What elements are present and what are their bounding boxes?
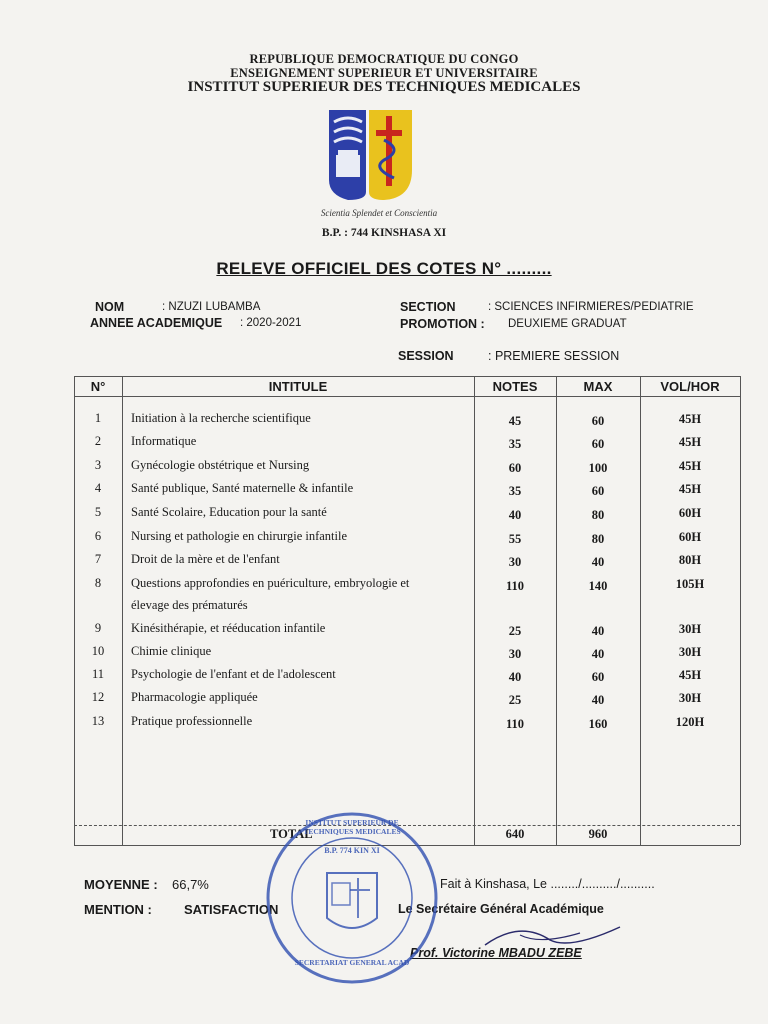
row-intitule: Questions approfondies en puériculture, embryologie et [131,576,410,590]
row-max: 40 [591,647,605,661]
row-max: 60 [591,437,605,451]
moyenne-label: MOYENNE : [84,877,158,892]
row-volhor: 45H [678,435,702,449]
row-number: 10 [91,644,105,658]
row-max: 140 [588,579,608,593]
col-header-max: MAX [583,379,613,394]
row-intitule: Gynécologie obstétrique et Nursing [131,458,310,472]
row-volhor: 120H [675,715,705,729]
row-max: 60 [591,414,605,428]
promotion-label: PROMOTION : [400,317,485,331]
col-header-intitule: INTITULE [268,379,328,394]
document-title: RELEVE OFFICIEL DES COTES N° ......... [216,259,552,278]
official-stamp [262,808,442,988]
header-bp: B.P. : 744 KINSHASA XI [321,227,447,239]
promotion-value: DEUXIEME GRADUAT [508,318,627,330]
row-number: 2 [94,434,102,448]
row-notes: 45 [508,414,522,428]
row-volhor: 60H [678,506,702,520]
mention-label: MENTION : [84,902,152,917]
row-notes: 40 [508,670,522,684]
secretaire-title: Le Secrétaire Général Académique [398,902,604,916]
row-notes: 25 [508,693,522,707]
row-notes: 55 [508,532,522,546]
row-notes: 35 [508,484,522,498]
row-number: 6 [94,529,102,543]
row-intitule-cont: élevage des prématurés [131,598,248,612]
session-value: : PREMIERE SESSION [488,349,620,363]
row-number: 13 [91,714,105,728]
row-volhor: 80H [678,553,702,567]
row-intitule: Psychologie de l'enfant et de l'adolescent [131,667,336,681]
institute-logo [314,100,444,230]
section-value: : SCIENCES INFIRMIERES/PEDIATRIE [488,301,694,313]
row-volhor: 30H [678,645,702,659]
row-number: 9 [94,621,102,635]
mention-value: SATISFACTION [184,902,279,917]
row-volhor: 105H [675,577,705,591]
moyenne-value: 66,7% [172,877,209,892]
col-header-n: N° [90,379,106,394]
row-notes: 60 [508,461,522,475]
row-intitule: Informatique [131,434,197,448]
section-label: SECTION [400,300,456,314]
row-max: 80 [591,532,605,546]
row-max: 60 [591,484,605,498]
row-volhor: 30H [678,622,702,636]
row-number: 5 [94,505,102,519]
header-republique: REPUBLIQUE DEMOCRATIQUE DU CONGO [249,52,519,66]
row-max: 100 [588,461,608,475]
logo-motto: Scientia Splendet et Conscientia [320,208,438,218]
row-number: 8 [94,576,102,590]
row-intitule: Pharmacologie appliquée [131,690,258,704]
row-max: 40 [591,555,605,569]
total-label: TOTAL [270,827,313,841]
row-volhor: 45H [678,412,702,426]
row-number: 3 [94,458,102,472]
row-max: 40 [591,624,605,638]
row-notes: 25 [508,624,522,638]
row-number: 11 [91,667,105,681]
row-max: 80 [591,508,605,522]
row-max: 160 [588,717,608,731]
col-header-notes: NOTES [492,379,538,394]
fait-a-line: Fait à Kinshasa, Le ......../........../.......... [440,877,655,891]
row-notes: 30 [508,555,522,569]
row-volhor: 60H [678,530,702,544]
row-intitule: Droit de la mère et de l'enfant [131,552,280,566]
stamp-bp: B.P. 774 KIN XI [324,846,380,855]
row-volhor: 30H [678,691,702,705]
row-volhor: 45H [678,482,702,496]
row-max: 60 [591,670,605,684]
row-notes: 30 [508,647,522,661]
nom-label: NOM [95,300,125,314]
row-number: 12 [91,690,105,704]
total-max: 960 [588,827,608,841]
row-intitule: Santé Scolaire, Education pour la santé [131,505,327,519]
stamp-outer-text: INSTITUT SUPERIEUR DE TECHNIQUES MEDICALES [303,818,401,836]
row-number: 4 [94,481,102,495]
annee-value: : 2020-2021 [240,317,302,329]
col-header-volhor: VOL/HOR [660,379,720,394]
row-notes: 40 [508,508,522,522]
row-number: 7 [94,552,102,566]
row-number: 1 [94,411,102,425]
row-notes: 110 [505,579,525,593]
row-intitule: Kinésithérapie, et rééducation infantile [131,621,326,635]
row-volhor: 45H [678,459,702,473]
row-max: 40 [591,693,605,707]
nom-value: : NZUZI LUBAMBA [162,301,261,313]
row-notes: 35 [508,437,522,451]
stamp-bottom-text: SECRETARIAT GENERAL ACAD [294,958,410,967]
row-intitule: Pratique professionnelle [131,714,253,728]
row-intitule: Chimie clinique [131,644,212,658]
row-intitule: Santé publique, Santé maternelle & infantile [131,481,354,495]
header-institute: INSTITUT SUPERIEUR DES TECHNIQUES MEDICALES [187,79,581,95]
row-intitule: Nursing et pathologie en chirurgie infantile [131,529,348,543]
annee-label: ANNEE ACADEMIQUE [90,316,223,330]
session-label: SESSION [398,349,454,363]
row-notes: 110 [505,717,525,731]
signataire-name: Prof. Victorine MBADU ZEBE [410,946,582,960]
header-ministry: ENSEIGNEMENT SUPERIEUR ET UNIVERSITAIRE [230,66,538,80]
row-intitule: Initiation à la recherche scientifique [131,411,311,425]
total-notes: 640 [505,827,525,841]
row-volhor: 45H [678,668,702,682]
